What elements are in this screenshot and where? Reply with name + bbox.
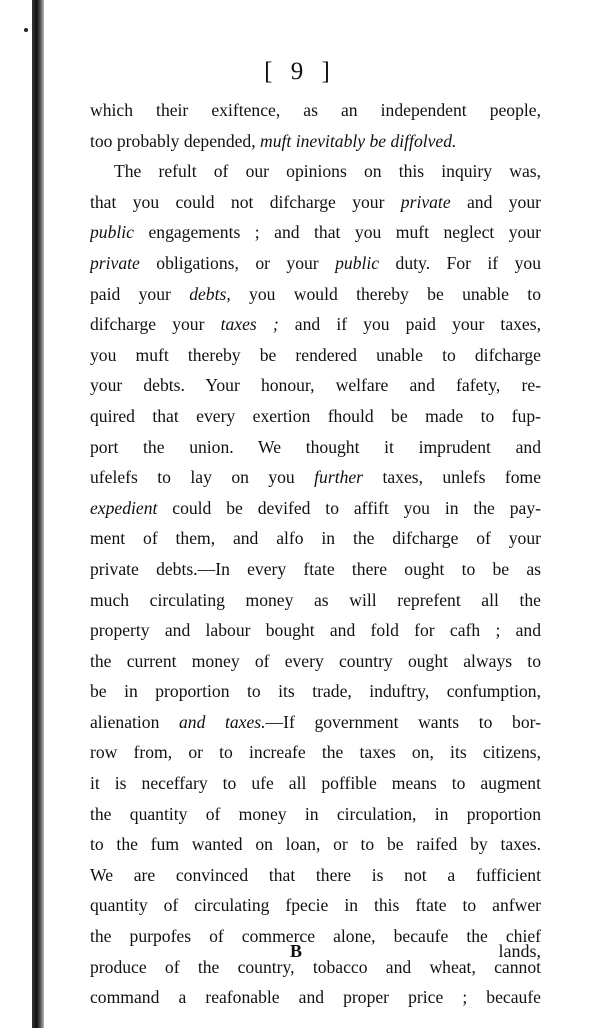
text-line <box>90 340 541 371</box>
text-run: too probably depended, <box>90 130 261 151</box>
text-run: —If government wants to bor- <box>265 711 541 732</box>
text-run: row from, or to increafe the taxes on, its citizens, <box>90 742 541 763</box>
page-number-header: [ 9 ] <box>264 58 336 85</box>
text-run: and your <box>450 191 541 212</box>
italic-text: further <box>314 467 364 488</box>
text-line <box>90 462 541 493</box>
catchword: lands, <box>498 941 541 961</box>
signature-mark: B <box>290 941 303 961</box>
text-run: obligations, or your <box>139 252 336 273</box>
binding-gutter <box>32 0 44 1028</box>
text-run: We are convinced that there is not a fufficient <box>90 864 541 885</box>
text-run: difcharge your <box>90 314 221 335</box>
text-line <box>90 768 541 799</box>
text-line <box>90 432 541 463</box>
text-run: command a reafonable and proper price ; becaufe <box>90 987 541 1008</box>
text-run: ment of them, and alfo in the difcharge of your <box>90 528 541 549</box>
text-line <box>90 676 541 707</box>
text-line <box>90 279 541 310</box>
text-line <box>90 370 541 401</box>
text-run: ufelefs to lay on you <box>90 467 315 488</box>
text-run: engagements ; and that you muft neglect your <box>133 222 541 243</box>
italic-text: muft inevitably be diffolved. <box>260 130 457 151</box>
text-run: be in proportion to its trade, induftry, confumption, <box>90 681 541 702</box>
text-line <box>90 523 541 554</box>
text-run: and if you paid your taxes, <box>278 314 541 335</box>
text-run: paid your <box>90 283 190 304</box>
italic-text: public <box>335 252 380 273</box>
ink-spot <box>24 28 28 32</box>
text-run: duty. For if you <box>379 252 541 273</box>
text-line <box>90 187 541 218</box>
italic-text: expedient <box>90 497 158 518</box>
text-run: property and labour bought and fold for cafh ; and <box>90 620 541 641</box>
text-line <box>90 707 541 738</box>
text-run: the purpofes of commerce alone, becaufe the chief <box>90 926 541 947</box>
text-line <box>90 156 541 187</box>
text-line <box>90 217 541 248</box>
text-run: port the union. We thought it imprudent and <box>90 436 541 457</box>
text-run: your debts. Your honour, welfare and fafety, re- <box>90 375 541 396</box>
text-run: you would thereby be unable to <box>230 283 541 304</box>
text-line <box>90 95 541 126</box>
text-run: it is neceffary to ufe all poffible means to augment <box>90 773 541 794</box>
text-line <box>90 737 541 768</box>
text-run: The refult of our opinions on this inquiry was, <box>114 161 541 182</box>
text-line <box>90 829 541 860</box>
text-run: could be devifed to affift you in the pay- <box>157 497 541 518</box>
text-line <box>90 401 541 432</box>
text-run: which their exiftence, as an independent people, <box>90 100 541 120</box>
text-run: alienation <box>90 711 179 732</box>
text-run: quired that every exertion fhould be made to fup- <box>90 405 541 426</box>
italic-text: private <box>400 191 451 212</box>
text-run: produce of the country, tobacco and wheat, cannot <box>90 956 541 977</box>
body-text <box>90 95 541 1013</box>
text-line <box>90 646 541 677</box>
italic-text: public <box>90 222 134 243</box>
text-run: that you could not difcharge your <box>90 191 401 212</box>
italic-text: debts, <box>189 283 231 304</box>
italic-text: and taxes. <box>178 711 266 732</box>
text-run: private debts.—In every ftate there ought to be as <box>90 558 541 579</box>
text-run: much circulating money as will reprefent all the <box>90 589 541 610</box>
text-line <box>90 585 541 616</box>
page-footer <box>90 941 541 971</box>
text-run: quantity of circulating fpecie in this ftate to anfwer <box>90 895 541 916</box>
text-line <box>90 982 541 1013</box>
text-run: the current money of every country ought always to <box>90 650 541 671</box>
text-line <box>90 309 541 340</box>
text-line <box>90 890 541 921</box>
italic-text: private <box>90 252 140 273</box>
text-line <box>90 860 541 891</box>
text-run: the quantity of money in circulation, in proportion <box>90 803 541 824</box>
text-run: to the fum wanted on loan, or to be raifed by taxes. <box>90 834 541 855</box>
text-line <box>90 554 541 585</box>
text-line <box>90 126 541 157</box>
text-line <box>90 615 541 646</box>
text-run: you muft thereby be rendered unable to difcharge <box>90 344 541 365</box>
text-line <box>90 493 541 524</box>
italic-text: taxes ; <box>220 314 279 335</box>
text-run: taxes, unlefs fome <box>363 467 541 488</box>
text-line <box>90 248 541 279</box>
text-line <box>90 799 541 830</box>
